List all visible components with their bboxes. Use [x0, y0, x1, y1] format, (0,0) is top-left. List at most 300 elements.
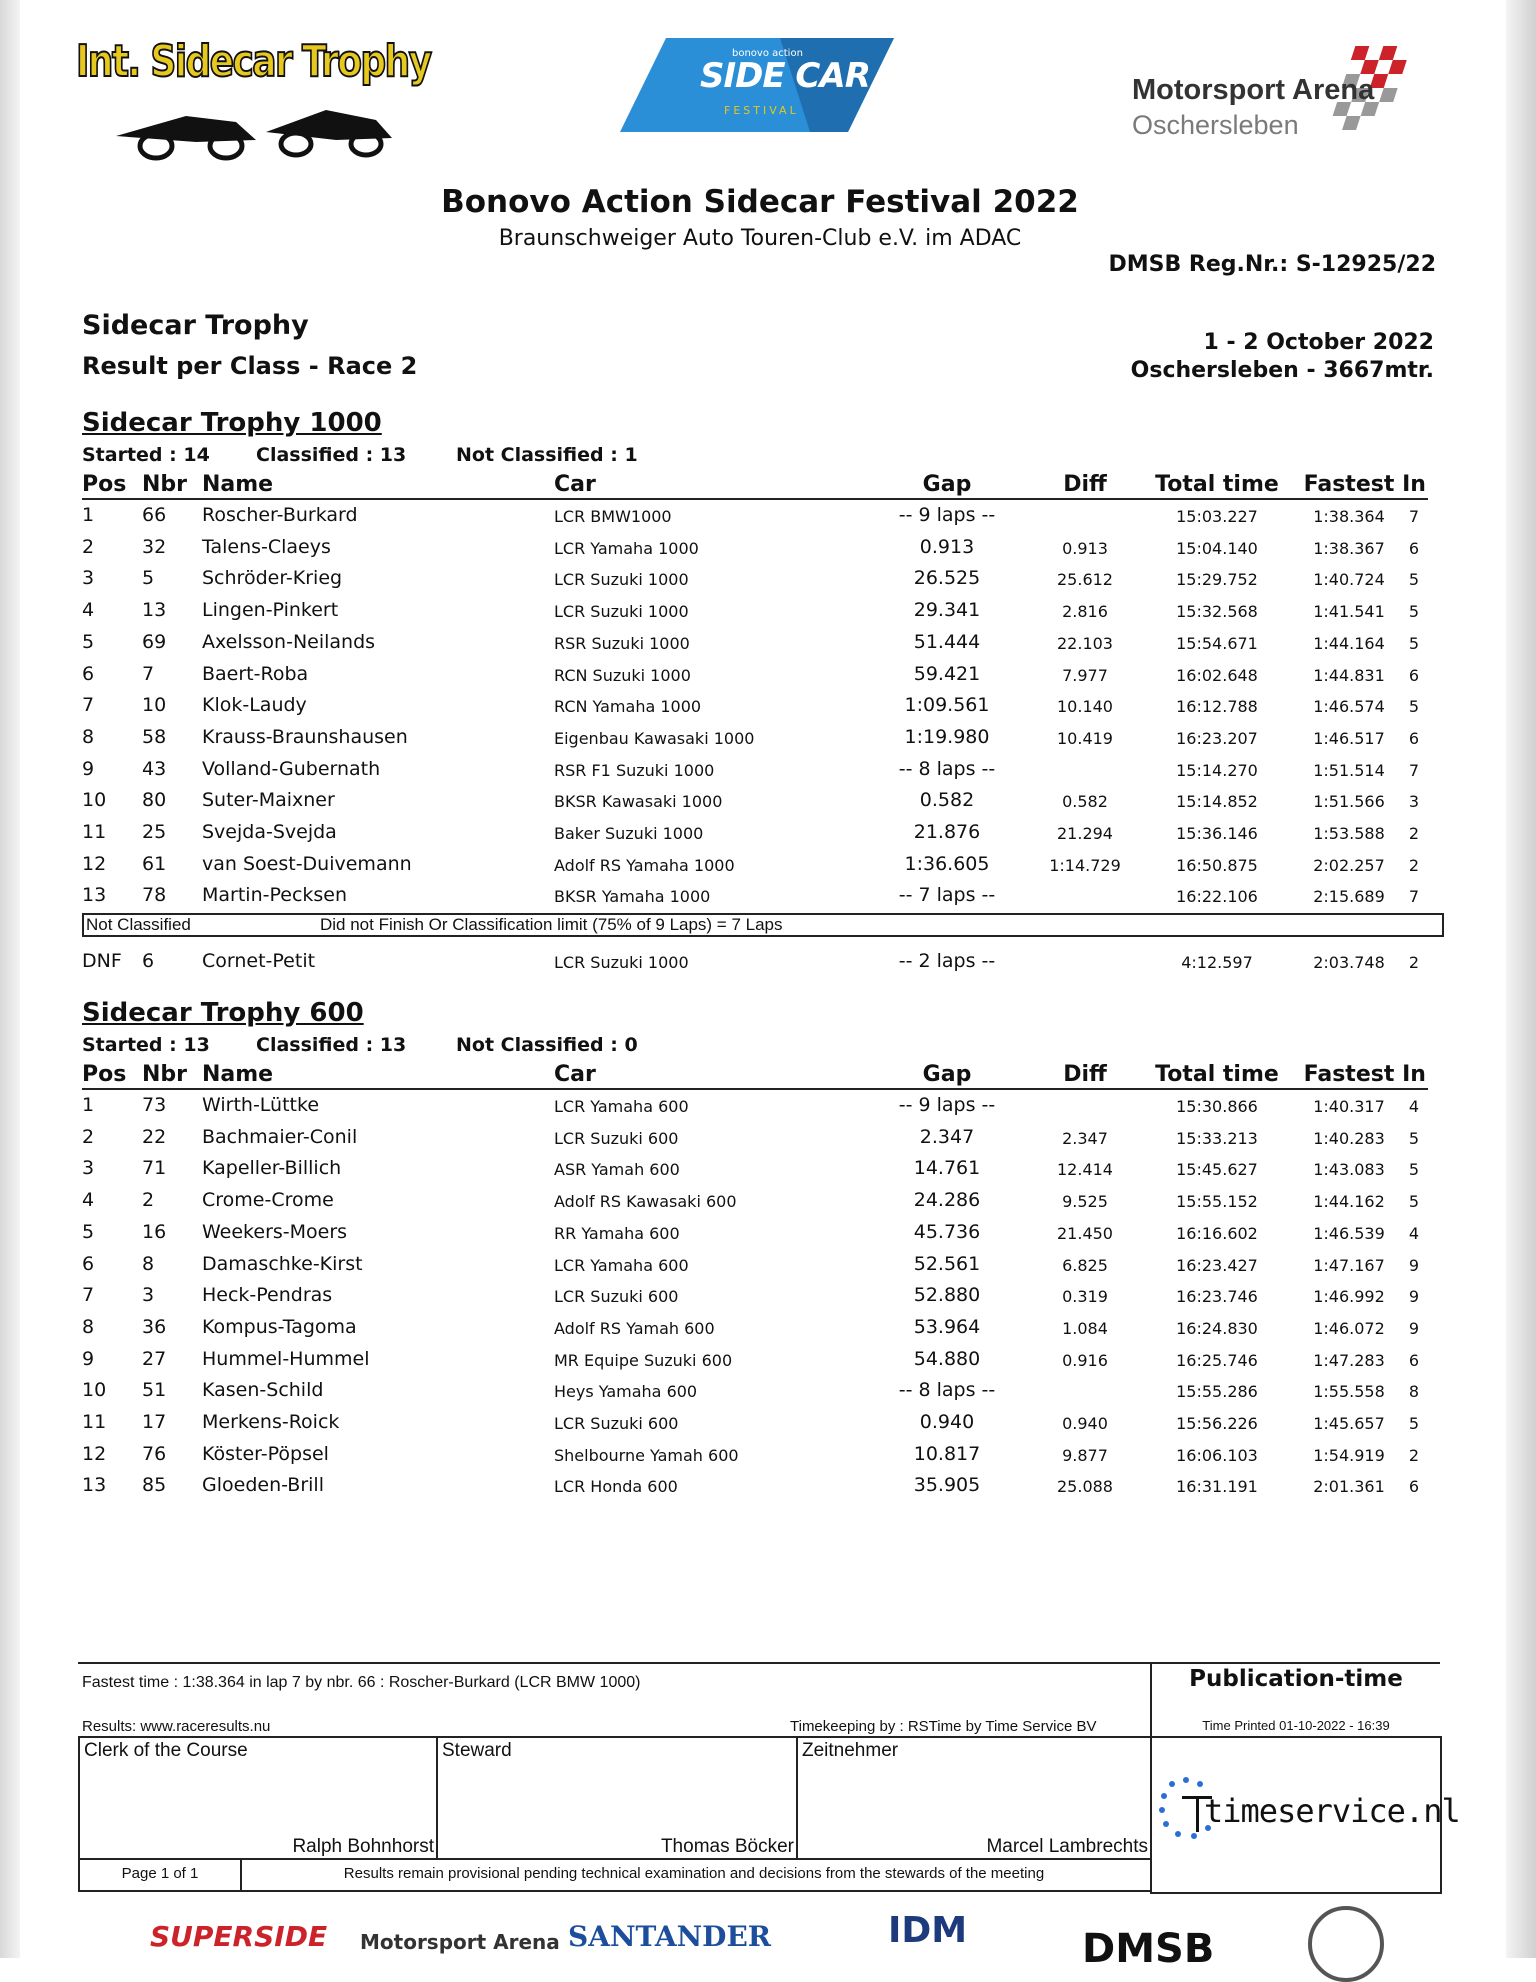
- cell-total: 15:55.286: [1176, 1382, 1258, 1402]
- time-printed: Time Printed 01-10-2022 - 16:39: [1202, 1718, 1390, 1733]
- cell-total: 16:16.602: [1176, 1223, 1258, 1243]
- cell-diff: 25.612: [1057, 570, 1113, 590]
- cell-pos: 9: [82, 757, 95, 780]
- cell-gap: 53.964: [913, 1315, 981, 1338]
- cell-nbr: 10: [142, 694, 167, 717]
- table-row: [82, 1157, 1428, 1189]
- cell-in: 9: [1408, 1318, 1420, 1338]
- table-row: [82, 1443, 1428, 1475]
- col-car: Car: [554, 472, 596, 497]
- cell-total: 15:29.752: [1176, 570, 1258, 590]
- cell-car: LCR Suzuki 1000: [554, 953, 689, 972]
- sidecar-festival-logo-small: bonovo action: [732, 48, 803, 59]
- cell-total: 16:12.788: [1176, 697, 1258, 717]
- cell-in: 5: [1408, 570, 1420, 590]
- col-in: In: [1402, 472, 1426, 497]
- table-row: [82, 1221, 1428, 1253]
- int-sidecar-trophy-logo-text: Int. Sidecar Trophy: [76, 36, 431, 87]
- sidecar-festival-logo-main: SIDE CAR: [700, 56, 870, 96]
- cell-name: Kasen-Schild: [202, 1379, 324, 1402]
- cell-pos: 5: [82, 630, 95, 653]
- cell-total: 15:45.627: [1176, 1160, 1258, 1180]
- cell-fastest: 1:47.283: [1313, 1350, 1385, 1370]
- cell-pos: 12: [82, 1442, 107, 1465]
- cell-pos: 9: [82, 1347, 95, 1370]
- cell-name: Suter-Maixner: [202, 789, 335, 812]
- cell-fastest: 1:46.539: [1313, 1223, 1385, 1243]
- cell-gap: -- 7 laps --: [898, 884, 996, 907]
- cell-gap: -- 8 laps --: [898, 757, 996, 780]
- cell-diff: 0.582: [1062, 792, 1108, 812]
- event-venue: Oschersleben - 3667mtr.: [1130, 358, 1434, 383]
- cell-diff: 1:14.729: [1049, 855, 1121, 875]
- cell-pos: 1: [82, 504, 95, 526]
- sponsor-idm: IDM: [888, 1910, 968, 1951]
- cell-total: 15:14.852: [1176, 792, 1258, 812]
- cell-in: 4: [1408, 1097, 1420, 1116]
- sponsor-superside: SUPERSIDE: [150, 1920, 328, 1953]
- cell-fastest: 2:02.257: [1313, 855, 1385, 875]
- cell-diff: 1.084: [1062, 1318, 1108, 1338]
- cell-in: 6: [1408, 728, 1420, 748]
- page-edge-right: [1506, 0, 1536, 1958]
- table-row: [82, 1253, 1428, 1285]
- section-stats-600: [82, 1034, 882, 1058]
- cell-gap: -- 9 laps --: [898, 1094, 996, 1116]
- cell-nbr: 32: [142, 535, 167, 558]
- table-row: [82, 884, 1428, 916]
- col-fastest: Fastest: [1303, 1062, 1395, 1087]
- cell-name: Svejda-Svejda: [202, 821, 337, 843]
- cell-car: LCR Suzuki 1000: [554, 570, 689, 590]
- cell-fastest: 1:40.317: [1313, 1097, 1385, 1116]
- col-car: Car: [554, 1062, 596, 1087]
- cell-pos: 4: [82, 599, 95, 622]
- cell-diff: 12.414: [1057, 1160, 1113, 1180]
- motorsport-arena-logo-name: Motorsport Arena: [1132, 74, 1375, 106]
- cell-pos: 7: [82, 694, 95, 717]
- sponsor-motorsport-arena: Motorsport Arena: [360, 1930, 560, 1954]
- table-row: [82, 567, 1428, 599]
- cell-nbr: 36: [142, 1315, 167, 1338]
- cell-car: RR Yamaha 600: [554, 1223, 680, 1243]
- cell-diff: 0.940: [1062, 1414, 1108, 1433]
- sponsor-santander: SANTANDER: [568, 1920, 772, 1953]
- cell-gap: 1:19.980: [904, 725, 990, 748]
- table-row: [82, 599, 1428, 631]
- cell-nbr: 22: [142, 1125, 167, 1148]
- cell-gap: 52.561: [913, 1252, 981, 1275]
- cell-fastest: 1:43.083: [1313, 1160, 1385, 1180]
- cell-total: 15:30.866: [1176, 1097, 1258, 1116]
- cell-fastest: 1:54.919: [1313, 1445, 1385, 1465]
- cell-gap: 52.880: [913, 1284, 981, 1307]
- table-row: [82, 631, 1428, 663]
- cell-nbr: 2: [142, 1189, 155, 1212]
- cell-fastest: 1:51.514: [1313, 760, 1385, 780]
- table-row: [82, 1189, 1428, 1221]
- col-name: Name: [202, 472, 274, 497]
- cell-in: 5: [1408, 602, 1420, 622]
- cell-diff: 9.525: [1062, 1192, 1108, 1212]
- cell-fastest: 1:44.162: [1313, 1192, 1385, 1212]
- cell-nbr: 71: [142, 1157, 167, 1180]
- club-seal-icon: [1308, 1906, 1384, 1982]
- cell-diff: 21.450: [1057, 1223, 1113, 1243]
- cell-pos: 2: [82, 535, 95, 558]
- cell-total: 15:04.140: [1176, 538, 1258, 558]
- timekeeping-credit: Timekeeping by : RSTime by Time Service BV: [790, 1718, 1097, 1735]
- classified-count: Classified : 13: [256, 1034, 407, 1056]
- cell-nbr: 3: [142, 1284, 155, 1307]
- cell-car: RSR Suzuki 1000: [554, 633, 690, 653]
- cell-total: 16:23.427: [1176, 1255, 1258, 1275]
- cell-name: Gloeden-Brill: [202, 1474, 324, 1497]
- col-gap: Gap: [922, 1062, 972, 1087]
- cell-gap: 59.421: [913, 662, 981, 685]
- cell-car: BKSR Kawasaki 1000: [554, 792, 723, 812]
- cell-gap: 24.286: [913, 1189, 981, 1212]
- timekeeper-name: Marcel Lambrechts: [986, 1836, 1148, 1857]
- cell-name: Köster-Pöpsel: [202, 1442, 329, 1465]
- not-classified-count: Not Classified : 0: [456, 1034, 638, 1056]
- table-row: [82, 1348, 1428, 1380]
- cell-gap: 2.347: [919, 1125, 975, 1148]
- col-gap: Gap: [922, 472, 972, 497]
- cell-car: Heys Yamaha 600: [554, 1382, 698, 1402]
- sidecar-festival-logo-sub: FESTIVAL: [724, 104, 799, 117]
- cell-diff: 2.347: [1062, 1128, 1108, 1148]
- result-title: Result per Class - Race 2: [82, 352, 418, 380]
- cell-fastest: 1:40.283: [1313, 1128, 1385, 1148]
- col-fastest: Fastest: [1303, 472, 1395, 497]
- cell-diff: 21.294: [1057, 824, 1113, 843]
- cell-in: 5: [1408, 1160, 1420, 1180]
- section-stats-1000: [82, 444, 882, 468]
- steward-label: Steward: [442, 1740, 512, 1761]
- cell-name: Lingen-Pinkert: [202, 599, 339, 622]
- table-row: [82, 504, 1428, 536]
- cell-name: van Soest-Duivemann: [202, 852, 412, 875]
- cell-total: 15:36.146: [1176, 824, 1258, 843]
- table-row: [82, 821, 1428, 853]
- cell-car: Adolf RS Kawasaki 600: [554, 1192, 737, 1212]
- cell-diff: 6.825: [1062, 1255, 1108, 1275]
- table-row: [82, 1126, 1428, 1158]
- cell-fastest: 1:46.574: [1313, 697, 1385, 717]
- cell-gap: -- 2 laps --: [898, 950, 996, 972]
- cell-name: Hummel-Hummel: [202, 1347, 370, 1370]
- not-classified-bar: [82, 913, 1444, 937]
- cell-gap: 0.913: [919, 535, 975, 558]
- cell-gap: 29.341: [913, 599, 981, 622]
- cell-pos: 10: [82, 1379, 107, 1402]
- cell-fastest: 1:46.517: [1313, 728, 1385, 748]
- cell-diff: 9.877: [1062, 1445, 1108, 1465]
- cell-in: 2: [1408, 953, 1420, 972]
- cell-name: Volland-Gubernath: [202, 757, 381, 780]
- cell-in: 6: [1408, 1477, 1420, 1497]
- cell-fastest: 1:47.167: [1313, 1255, 1385, 1275]
- cell-in: 5: [1408, 697, 1420, 717]
- cell-gap: 26.525: [913, 567, 981, 590]
- sidecar-festival-logo: [620, 38, 894, 132]
- steward-signature-box: [436, 1736, 798, 1860]
- cell-nbr: 17: [142, 1411, 167, 1433]
- cell-total: 15:14.270: [1176, 760, 1258, 780]
- cell-gap: -- 8 laps --: [898, 1379, 996, 1402]
- cell-nbr: 76: [142, 1442, 167, 1465]
- cell-name: Crome-Crome: [202, 1189, 334, 1212]
- table-row: [82, 536, 1428, 568]
- cell-in: 7: [1408, 760, 1420, 780]
- table-row: [82, 1379, 1428, 1411]
- cell-name: Kapeller-Billich: [202, 1157, 342, 1180]
- cell-pos: 3: [82, 1157, 95, 1180]
- cell-in: 4: [1408, 1223, 1420, 1243]
- col-diff: Diff: [1063, 1062, 1107, 1087]
- cell-total: 16:50.875: [1176, 855, 1258, 875]
- cell-fastest: 1:53.588: [1313, 824, 1385, 843]
- cell-gap: 1:09.561: [904, 694, 990, 717]
- cell-nbr: 6: [142, 950, 155, 972]
- cell-diff: 0.319: [1062, 1287, 1108, 1307]
- cell-fastest: 1:44.831: [1313, 665, 1385, 685]
- cell-name: Krauss-Braunshausen: [202, 725, 408, 748]
- cell-nbr: 25: [142, 821, 167, 843]
- cell-pos: 1: [82, 1094, 95, 1116]
- col-total-time: Total time: [1155, 1062, 1279, 1087]
- cell-name: Heck-Pendras: [202, 1284, 333, 1307]
- cell-nbr: 66: [142, 504, 167, 526]
- cell-fastest: 1:38.364: [1313, 507, 1385, 526]
- cell-name: Axelsson-Neilands: [202, 630, 376, 653]
- cell-fastest: 1:55.558: [1313, 1382, 1385, 1402]
- fastest-time-note: Fastest time : 1:38.364 in lap 7 by nbr. 66 : Roscher-Burkard (LCR BMW 1000): [82, 1674, 641, 1691]
- cell-fastest: 2:01.361: [1313, 1477, 1385, 1497]
- cell-car: RCN Suzuki 1000: [554, 665, 691, 685]
- cell-nbr: 69: [142, 630, 167, 653]
- cell-name: Merkens-Roick: [202, 1411, 340, 1433]
- cell-gap: 0.940: [919, 1411, 975, 1433]
- col-nbr: Nbr: [142, 1062, 188, 1087]
- col-pos: Pos: [82, 472, 127, 497]
- cell-gap: 1:36.605: [904, 852, 990, 875]
- cell-name: Baert-Roba: [202, 662, 309, 685]
- cell-total: 15:03.227: [1176, 507, 1258, 526]
- event-title: Bonovo Action Sidecar Festival 2022: [441, 184, 1079, 220]
- cell-fastest: 1:40.724: [1313, 570, 1385, 590]
- sidecar-silhouette-icon: [96, 96, 396, 162]
- cell-in: 2: [1408, 855, 1420, 875]
- cell-car: LCR Suzuki 1000: [554, 602, 689, 622]
- cell-fastest: 2:03.748: [1313, 953, 1385, 972]
- cell-diff: 0.913: [1062, 538, 1108, 558]
- cell-fastest: 1:41.541: [1313, 602, 1385, 622]
- cell-name: Kompus-Tagoma: [202, 1315, 357, 1338]
- cell-diff: 0.916: [1062, 1350, 1108, 1370]
- cell-diff: 22.103: [1057, 633, 1113, 653]
- cell-car: LCR Honda 600: [554, 1477, 678, 1497]
- cell-total: 15:55.152: [1176, 1192, 1258, 1212]
- cell-total: 16:23.746: [1176, 1287, 1258, 1307]
- cell-nbr: 80: [142, 789, 167, 812]
- cell-pos: 6: [82, 662, 95, 685]
- steward-name: Thomas Böcker: [660, 1836, 794, 1857]
- cell-car: ASR Yamah 600: [554, 1160, 680, 1180]
- cell-gap: 14.761: [913, 1157, 981, 1180]
- cell-car: Adolf RS Yamah 600: [554, 1318, 715, 1338]
- cell-in: 5: [1408, 1414, 1420, 1433]
- cell-fastest: 1:44.164: [1313, 633, 1385, 653]
- col-name: Name: [202, 1062, 274, 1087]
- cell-diff: 10.140: [1057, 697, 1113, 717]
- int-sidecar-trophy-logo: [76, 36, 431, 166]
- cell-total: 15:56.226: [1176, 1414, 1258, 1433]
- cell-pos: 7: [82, 1284, 95, 1307]
- cell-nbr: 27: [142, 1347, 167, 1370]
- cell-total: 16:23.207: [1176, 728, 1258, 748]
- cell-fastest: 1:45.657: [1313, 1414, 1385, 1433]
- cell-gap: 51.444: [913, 630, 981, 653]
- cell-total: 16:25.746: [1176, 1350, 1258, 1370]
- cell-car: LCR Yamaha 1000: [554, 538, 699, 558]
- cell-nbr: 16: [142, 1220, 167, 1243]
- cell-gap: 45.736: [913, 1220, 981, 1243]
- cell-nbr: 7: [142, 662, 155, 685]
- cell-nbr: 51: [142, 1379, 167, 1402]
- cell-gap: 54.880: [913, 1347, 981, 1370]
- cell-pos: 5: [82, 1220, 95, 1243]
- table-row: [82, 789, 1428, 821]
- cell-car: LCR Suzuki 600: [554, 1128, 679, 1148]
- cell-in: 6: [1408, 1350, 1420, 1370]
- col-pos: Pos: [82, 1062, 127, 1087]
- cell-gap: 10.817: [913, 1442, 981, 1465]
- cell-total: 15:33.213: [1176, 1128, 1258, 1148]
- cell-gap: 0.582: [919, 789, 975, 812]
- cell-name: Damaschke-Kirst: [202, 1252, 363, 1275]
- cell-gap: 21.876: [913, 821, 981, 843]
- timekeeper-label: Zeitnehmer: [802, 1740, 899, 1761]
- race-class: Sidecar Trophy: [82, 310, 309, 341]
- cell-in: 7: [1408, 887, 1420, 907]
- col-total-time: Total time: [1155, 472, 1279, 497]
- cell-pos: 6: [82, 1252, 95, 1275]
- cell-car: LCR Suzuki 600: [554, 1287, 679, 1307]
- cell-fastest: 1:38.367: [1313, 538, 1385, 558]
- table-row: [82, 950, 1428, 982]
- cell-fastest: 1:46.072: [1313, 1318, 1385, 1338]
- col-in: In: [1402, 1062, 1426, 1087]
- cell-car: RSR F1 Suzuki 1000: [554, 760, 715, 780]
- table-row: [82, 1411, 1428, 1443]
- cell-name: Klok-Laudy: [202, 694, 307, 717]
- cell-total: 16:06.103: [1176, 1445, 1258, 1465]
- page-edge-left: [0, 0, 20, 1958]
- cell-car: Shelbourne Yamah 600: [554, 1445, 739, 1465]
- cell-car: LCR Yamaha 600: [554, 1255, 689, 1275]
- provisional-notice: Results remain provisional pending technical examination and decisions from the stewards of the meeting: [238, 1858, 1152, 1892]
- not-classified-label: Not Classified: [86, 915, 191, 934]
- cell-in: 2: [1408, 824, 1420, 843]
- cell-car: RCN Yamaha 1000: [554, 697, 702, 717]
- cell-diff: 25.088: [1057, 1477, 1113, 1497]
- cell-pos: 12: [82, 852, 107, 875]
- cell-total: 16:24.830: [1176, 1318, 1258, 1338]
- cell-fastest: 2:15.689: [1313, 887, 1385, 907]
- cell-in: 5: [1408, 1192, 1420, 1212]
- cell-total: 4:12.597: [1181, 953, 1253, 972]
- motorsport-arena-logo-city: Oschersleben: [1132, 110, 1299, 140]
- cell-pos: 11: [82, 821, 107, 843]
- not-classified-count: Not Classified : 1: [456, 444, 638, 466]
- cell-name: Talens-Claeys: [202, 535, 331, 558]
- cell-gap: 35.905: [913, 1474, 981, 1497]
- cell-in: 5: [1408, 633, 1420, 653]
- started-count: Started : 14: [82, 444, 210, 466]
- column-header-600: [82, 1062, 1428, 1090]
- table-row: [82, 694, 1428, 726]
- timeservice-logo-text: timeservice.nl: [1204, 1792, 1460, 1830]
- organizer: Braunschweiger Auto Touren-Club e.V. im ADAC: [498, 226, 1022, 251]
- cell-diff: 10.419: [1057, 728, 1113, 748]
- cell-pos: 4: [82, 1189, 95, 1212]
- footer-top-rule: [78, 1662, 1440, 1664]
- cell-pos: 13: [82, 884, 107, 907]
- cell-in: 5: [1408, 1128, 1420, 1148]
- cell-name: Cornet-Petit: [202, 950, 316, 972]
- clerk-name: Ralph Bohnhorst: [292, 1836, 434, 1857]
- cell-nbr: 61: [142, 852, 167, 875]
- table-row: [82, 1474, 1428, 1506]
- sponsor-dmsb: DMSB: [1082, 1926, 1215, 1972]
- table-row: [82, 1316, 1428, 1348]
- table-row: [82, 758, 1428, 790]
- cell-total: 16:31.191: [1176, 1477, 1258, 1497]
- cell-diff: 2.816: [1062, 602, 1108, 622]
- cell-in: 3: [1408, 792, 1420, 812]
- cell-in: 2: [1408, 1445, 1420, 1465]
- table-row: [82, 1094, 1428, 1126]
- cell-pos: DNF: [82, 950, 122, 972]
- cell-name: Schröder-Krieg: [202, 567, 343, 590]
- not-classified-rule: Did not Finish Or Classification limit (75% of 9 Laps) = 7 Laps: [320, 915, 783, 934]
- cell-total: 16:22.106: [1176, 887, 1258, 907]
- cell-nbr: 73: [142, 1094, 167, 1116]
- column-header-1000: [82, 472, 1428, 500]
- cell-in: 8: [1408, 1382, 1420, 1402]
- cell-fastest: 1:46.992: [1313, 1287, 1385, 1307]
- table-row: [82, 853, 1428, 885]
- timekeeper-signature-box: [796, 1736, 1152, 1860]
- cell-nbr: 58: [142, 725, 167, 748]
- cell-name: Weekers-Moers: [202, 1220, 348, 1243]
- cell-nbr: 13: [142, 599, 167, 622]
- cell-car: Baker Suzuki 1000: [554, 824, 704, 843]
- cell-gap: -- 9 laps --: [898, 504, 996, 526]
- cell-in: 9: [1408, 1287, 1420, 1307]
- cell-car: BKSR Yamaha 1000: [554, 887, 711, 907]
- cell-in: 6: [1408, 538, 1420, 558]
- section-title-600: Sidecar Trophy 600: [82, 998, 364, 1028]
- cell-nbr: 85: [142, 1474, 167, 1497]
- cell-pos: 2: [82, 1125, 95, 1148]
- cell-in: 7: [1408, 507, 1420, 526]
- cell-total: 16:02.648: [1176, 665, 1258, 685]
- classified-count: Classified : 13: [256, 444, 407, 466]
- cell-car: LCR Yamaha 600: [554, 1097, 689, 1116]
